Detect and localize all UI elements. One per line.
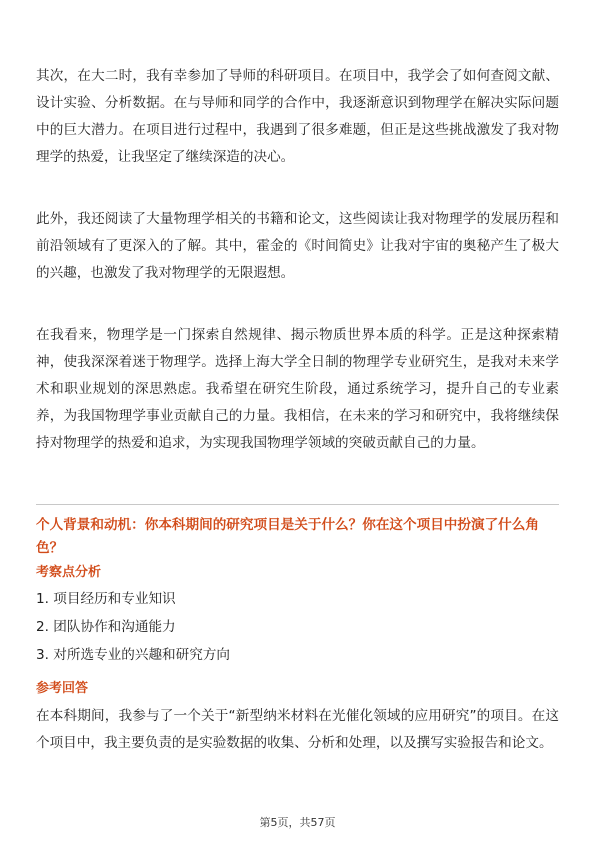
body-paragraph: 其次，在大二时，我有幸参加了导师的科研项目。在项目中，我学会了如何查阅文献、设计实验、分析数据。在与导师和同学的合作中，我逐渐意识到物理学在解决实际问题中的巨大潜力。在项目进行过程中，我遇到了很多难题，但正是这些挑战激发了我对物理学的热爱，让我坚定了继续深造的决心。 — [36, 68, 559, 165]
analysis-point: 3. 对所选专业的兴趣和研究方向 — [36, 647, 231, 663]
section-divider — [36, 504, 559, 505]
interview-question: 个人背景和动机：你本科期间的研究项目是关于什么？你在这个项目中扮演了什么角色？ — [36, 517, 539, 556]
analysis-point: 1. 项目经历和专业知识 — [36, 591, 176, 607]
analysis-heading: 考察点分析 — [36, 565, 102, 580]
body-paragraph: 此外，我还阅读了大量物理学相关的书籍和论文，这些阅读让我对物理学的发展历程和前沿领域有了更深入的了解。其中，霍金的《时间简史》让我对宇宙的奥秘产生了极大的兴趣，也激发了我对物理学的无限遐想。 — [36, 211, 559, 281]
page-number: 第5页，共57页 — [259, 816, 336, 829]
body-paragraph: 在我看来，物理学是一门探索自然规律、揭示物质世界本质的科学。正是这种探索精神，使我深深着迷于物理学。选择上海大学全日制的物理学专业研究生，是我对未来学术和职业规划的深思熟虑。我希望在研究生阶段，通过系统学习，提升自己的专业素养，为我国物理学事业贡献自己的力量。我相信，在未来的学习和研究中，我将继续保持对物理学的热爱和追求，为实现我国物理学领域的突破贡献自己的力量。 — [36, 327, 559, 451]
analysis-point: 2. 团队协作和沟通能力 — [36, 619, 176, 635]
answer-heading: 参考回答 — [36, 681, 89, 696]
answer-text: 在本科期间，我参与了一个关于“新型纳米材料在光催化领域的应用研究”的项目。在这个项目中，我主要负责的是实验数据的收集、分析和处理，以及撰写实验报告和论文。 — [36, 708, 559, 751]
